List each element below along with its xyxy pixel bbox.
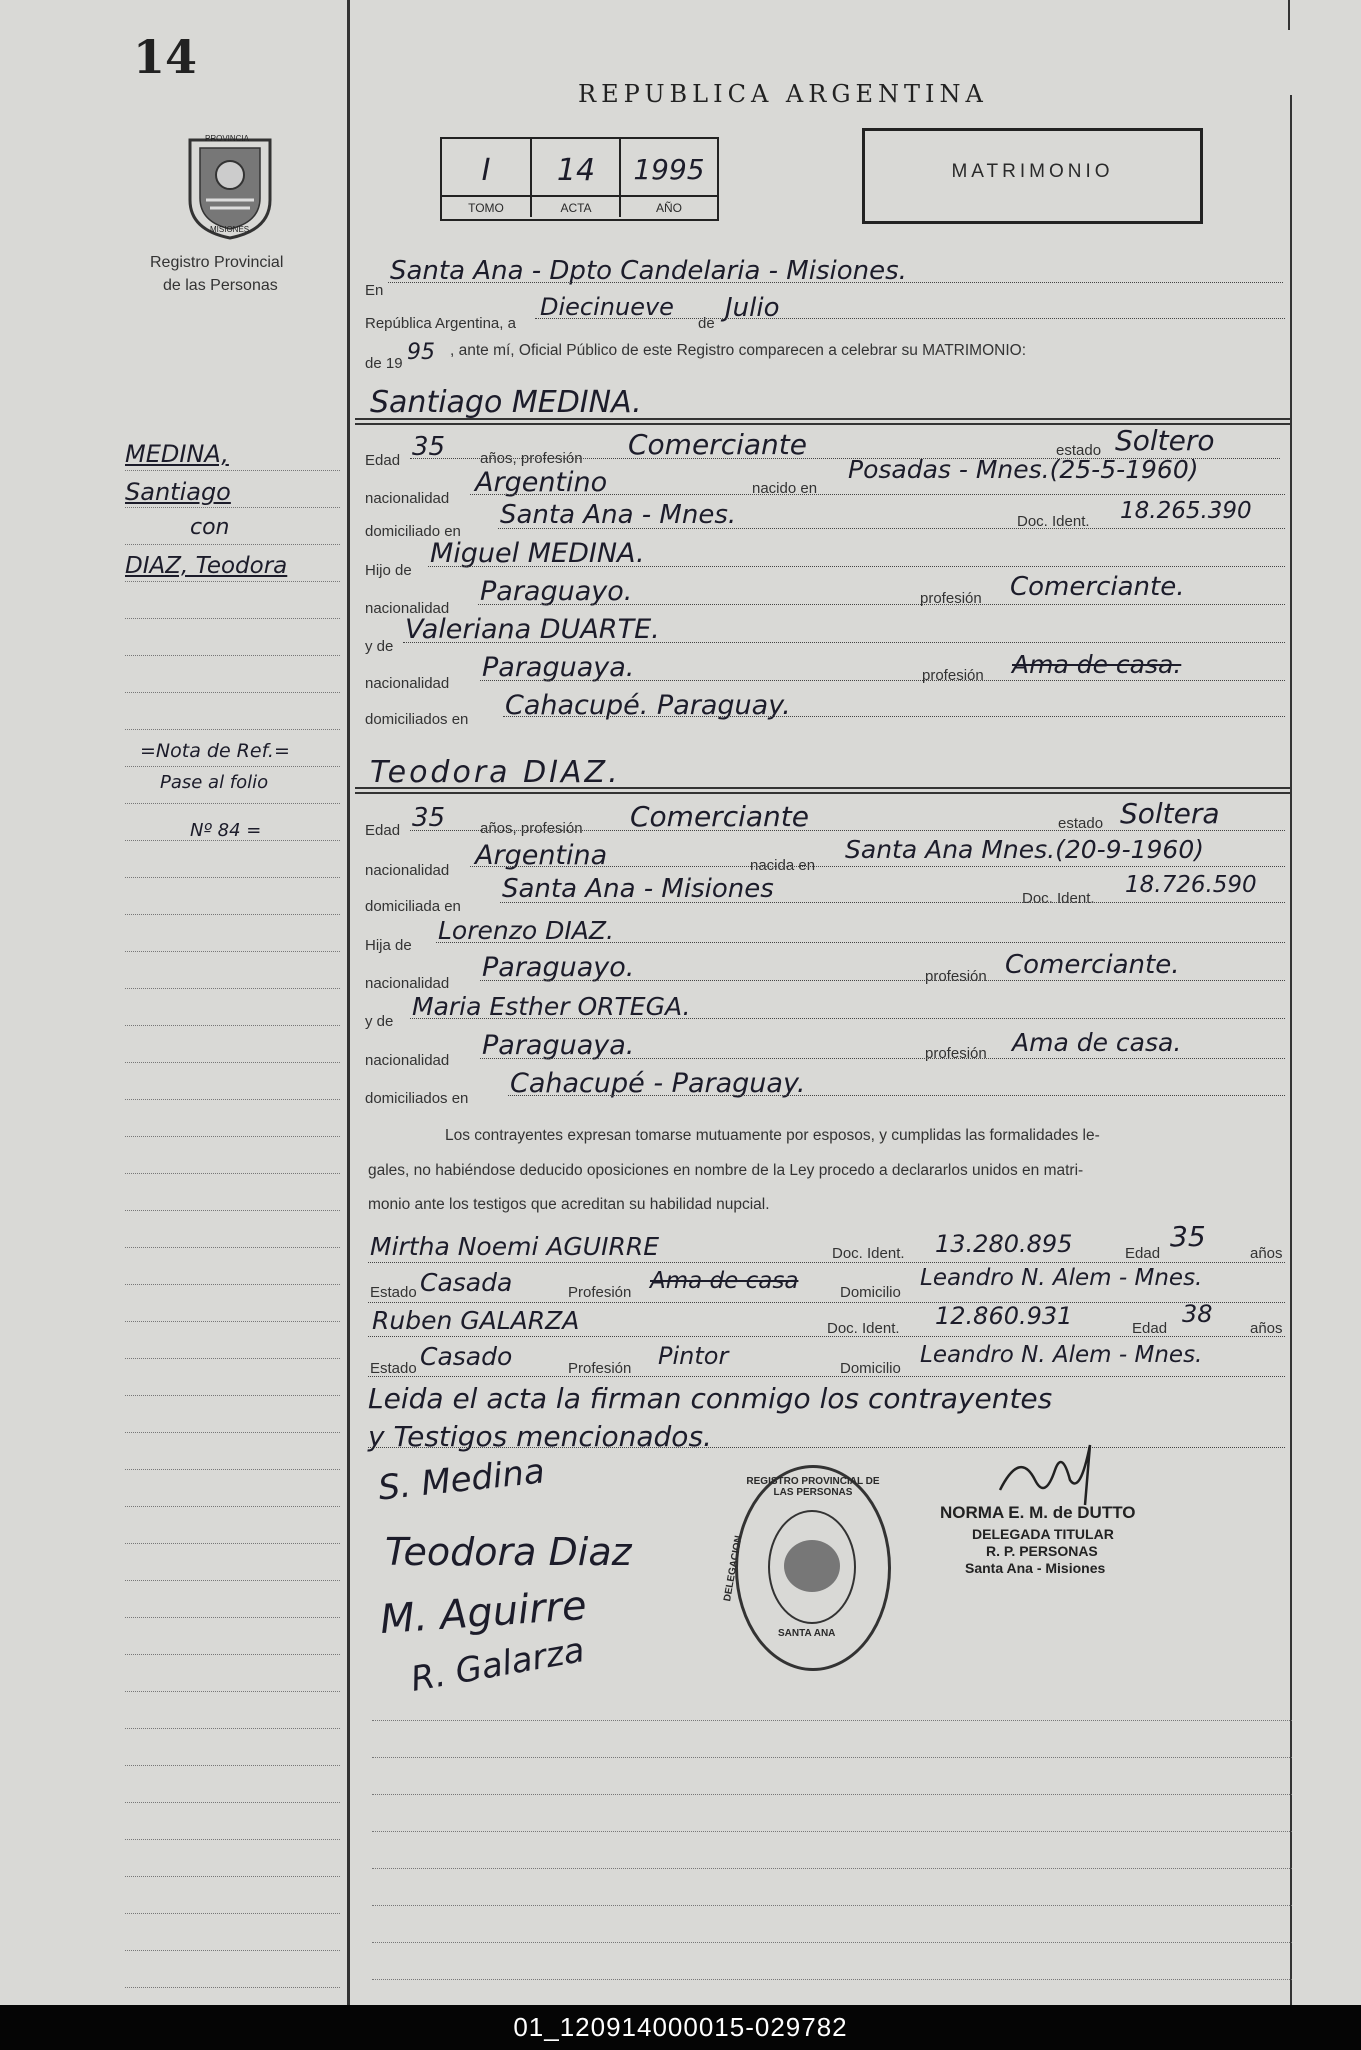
bride-estado-label: estado — [1058, 815, 1104, 832]
margin-rule-line — [125, 618, 340, 619]
bride-nacionalidad: Argentina — [475, 840, 608, 871]
margin-rule-line — [125, 1284, 340, 1285]
officer-title: DELEGADA TITULAR — [972, 1526, 1114, 1542]
margin-rule-line — [125, 1432, 340, 1433]
witness1-edad: 35 — [1170, 1220, 1206, 1253]
declaration-line-1: Los contrayentes expresan tomarse mutuamente por esposos, y cumplidas las formalidades le- — [445, 1127, 1100, 1144]
registry-round-stamp — [722, 1465, 891, 1671]
bride-name: Teodora DIAZ. — [370, 755, 621, 790]
acta-label: ACTA — [560, 201, 592, 215]
witness1-domicilio: Leandro N. Alem - Mnes. — [920, 1265, 1203, 1291]
margin-rule-line — [125, 1062, 340, 1063]
tomo-value: I — [481, 153, 491, 188]
witness2-name: Ruben GALARZA — [372, 1306, 580, 1335]
witness2-estado: Casado — [420, 1342, 513, 1371]
witness1-profesion: Ama de casa — [650, 1268, 799, 1294]
witness2-doc-label: Doc. Ident. — [827, 1320, 900, 1337]
signature-1: S. Medina — [376, 1451, 547, 1509]
ano-value: 1995 — [633, 153, 705, 186]
groom-nacionalidad-label: nacionalidad — [365, 490, 450, 507]
margin-rule-line — [125, 1395, 340, 1396]
round-stamp-side: DELEGACION — [722, 1534, 745, 1603]
de-label: de — [698, 315, 715, 332]
margin-rule-line — [125, 1247, 340, 1248]
witness1-edad-label: Edad — [1125, 1245, 1161, 1262]
right-edge-line — [1288, 0, 1290, 30]
seal-text-top: PROVINCIA — [205, 134, 250, 143]
margin-rule-line — [125, 1728, 340, 1729]
closing-line-2: y Testigos mencionados. — [368, 1420, 712, 1453]
page-rule-line — [372, 1905, 1292, 1906]
country-title: REPUBLICA ARGENTINA — [578, 80, 988, 108]
bride-anos-profesion-label: años, profesión — [480, 820, 583, 837]
groom-doc: 18.265.390 — [1120, 498, 1252, 524]
groom-doc-label: Doc. Ident. — [1017, 513, 1090, 530]
witness1-doc: 13.280.895 — [935, 1230, 1073, 1258]
groom-father-nac-label: nacionalidad — [365, 600, 450, 617]
bride-domicilio-label: domiciliada en — [365, 898, 461, 915]
margin-note-2: Pase al folio — [160, 772, 269, 793]
bride-padres-dom: Cahacupé - Paraguay. — [510, 1068, 806, 1099]
round-stamp-inner: SANTA ANA — [778, 1628, 836, 1639]
bride-doc-label: Doc. Ident. — [1022, 890, 1095, 907]
margin-rule-line — [125, 988, 340, 989]
margin-rule-line — [125, 1580, 340, 1581]
page-rule-line — [372, 1942, 1292, 1943]
tomo-acta-box — [440, 137, 719, 221]
bride-estado: Soltera — [1120, 797, 1220, 830]
signature-2: Teodora Diaz — [385, 1530, 632, 1574]
groom-estado-label: estado — [1056, 442, 1102, 459]
margin-rule-line — [125, 1839, 340, 1840]
bride-mother-nac-label: nacionalidad — [365, 1052, 450, 1069]
officer-name: NORMA E. M. de DUTTO — [940, 1503, 1136, 1522]
escudo-icon — [180, 130, 280, 240]
groom-padres-dom-label: domiciliados en — [365, 711, 469, 728]
witness1-estado: Casada — [420, 1268, 513, 1297]
witness2-estado-label: Estado — [370, 1360, 417, 1377]
margin-rule-line — [125, 840, 340, 841]
margin-rule-line — [125, 1543, 340, 1544]
acta-value: 14 — [556, 153, 596, 188]
groom-edad: 35 — [412, 432, 446, 462]
witness2-edad: 38 — [1182, 1300, 1213, 1328]
bride-father-prof-label: profesión — [925, 968, 987, 985]
witness2-anos-label: años — [1250, 1320, 1283, 1337]
bride-doc: 18.726.590 — [1125, 872, 1257, 898]
margin-rule-line — [125, 1469, 340, 1470]
bride-father: Lorenzo DIAZ. — [438, 916, 614, 945]
margin-rule-line — [125, 1321, 340, 1322]
en-label: En — [365, 282, 384, 299]
page-rule-line — [372, 1831, 1292, 1832]
bride-edad-label: Edad — [365, 822, 401, 839]
witness2-domicilio-label: Domicilio — [840, 1360, 901, 1377]
margin-rule-line — [125, 803, 340, 804]
bride-mother-nac: Paraguaya. — [482, 1030, 635, 1061]
signature-4: R. Galarza — [407, 1630, 588, 1700]
groom-edad-label: Edad — [365, 452, 401, 469]
margin-rule-line — [125, 507, 340, 508]
witness1-doc-label: Doc. Ident. — [832, 1245, 905, 1262]
groom-hijo-label: Hijo de — [365, 562, 412, 579]
margin-rule-line — [125, 1987, 340, 1988]
month-value: Julio — [725, 293, 780, 323]
margin-rule-line — [125, 1691, 340, 1692]
margin-note-1: =Nota de Ref.= — [140, 740, 290, 762]
bride-edad: 35 — [412, 803, 446, 833]
bride-father-nac: Paraguayo. — [482, 952, 635, 983]
margin-name-1: MEDINA, — [125, 440, 229, 468]
groom-mother-nac-label: nacionalidad — [365, 675, 450, 692]
margin-rule-line — [125, 877, 340, 878]
margin-rule-line — [125, 655, 340, 656]
bride-nacida-label: nacida en — [750, 857, 816, 874]
witness2-doc: 12.860.931 — [935, 1302, 1073, 1330]
ano-label: AÑO — [655, 201, 682, 215]
witness1-name: Mirtha Noemi AGUIRRE — [370, 1232, 660, 1261]
declaration-line-2: gales, no habiéndose deducido oposiciones en nombre de la Ley procedo a declararlos unidos en matri- — [368, 1162, 1084, 1179]
closing-line-1: Leida el acta la firman conmigo los contrayentes — [368, 1382, 1053, 1415]
officer-signature-icon — [990, 1440, 1110, 1510]
groom-domicilio-label: domiciliado en — [365, 523, 461, 540]
officer-place: Santa Ana - Misiones — [965, 1560, 1106, 1576]
year-prefix: de 19 — [365, 355, 403, 372]
margin-rule-line — [125, 1617, 340, 1618]
groom-domicilio: Santa Ana - Mnes. — [500, 500, 737, 530]
witness1-profesion-label: Profesión — [568, 1284, 632, 1301]
margin-rule-line — [125, 1025, 340, 1026]
witness2-profesion: Pintor — [658, 1342, 729, 1370]
folio-number: 14 — [133, 30, 198, 84]
margin-rule-line — [125, 914, 340, 915]
record-type-box — [862, 128, 1203, 224]
bride-father-nac-label: nacionalidad — [365, 975, 450, 992]
registry-name-2: de las Personas — [163, 277, 278, 294]
margin-rule-line — [125, 951, 340, 952]
bride-father-prof: Comerciante. — [1005, 950, 1180, 980]
witness2-domicilio: Leandro N. Alem - Mnes. — [920, 1342, 1203, 1368]
year-suffix: 95 — [407, 340, 435, 365]
signature-3: M. Aguirre — [378, 1582, 589, 1644]
record-type: MATRIMONIO — [951, 161, 1114, 182]
place-value: Santa Ana - Dpto Candelaria - Misiones. — [390, 256, 907, 286]
intro-statement: , ante mí, Oficial Público de este Registro comparecen a celebrar su MATRIMONIO: — [450, 342, 1027, 359]
bride-mother-prof-label: profesión — [925, 1045, 987, 1062]
registry-name-1: Registro Provincial — [150, 254, 284, 271]
groom-estado: Soltero — [1115, 424, 1215, 457]
bride-mother: Maria Esther ORTEGA. — [412, 992, 691, 1021]
margin-rule-line — [125, 729, 340, 730]
bride-profesion: Comerciante — [630, 800, 809, 833]
margin-rule-line — [125, 1173, 340, 1174]
page-rule-line — [372, 1794, 1292, 1795]
right-border — [1290, 95, 1292, 2005]
page-rule-line — [372, 1757, 1292, 1758]
groom-padres-dom: Cahacupé. Paraguay. — [505, 690, 791, 721]
margin-rule-line — [125, 470, 340, 471]
margin-rule-line — [125, 1765, 340, 1766]
bride-hija-label: Hija de — [365, 937, 412, 954]
margin-rule-line — [125, 692, 340, 693]
groom-mother-prof: Ama de casa. — [1012, 650, 1182, 679]
groom-nacido: Posadas - Mnes.(25-5-1960) — [848, 455, 1199, 484]
footer-id: 01_120914000015-029782 — [0, 2005, 1361, 2050]
groom-nacionalidad: Argentino — [475, 467, 608, 498]
margin-name-2: Santiago — [125, 478, 231, 506]
margin-rule-line — [125, 1358, 340, 1359]
margin-rule-line — [125, 544, 340, 545]
witness2-edad-label: Edad — [1132, 1320, 1168, 1337]
republica-label: República Argentina, a — [365, 315, 516, 332]
groom-father-prof-label: profesión — [920, 590, 982, 607]
bride-mother-prof: Ama de casa. — [1012, 1028, 1182, 1057]
page-rule-line — [372, 1979, 1292, 1980]
margin-rule-line — [125, 1802, 340, 1803]
groom-nacido-label: nacido en — [752, 480, 818, 497]
round-stamp-outer: REGISTRO PROVINCIAL DE LAS PERSONAS — [746, 1476, 880, 1498]
margin-rule-line — [125, 581, 340, 582]
declaration-line-3: monio ante los testigos que acreditan su habilidad nupcial. — [368, 1196, 770, 1213]
margin-rule-line — [125, 1950, 340, 1951]
groom-anos-profesion-label: años, profesión — [480, 450, 583, 467]
margin-name-3: DIAZ, Teodora — [125, 553, 288, 579]
margin-con: con — [190, 515, 230, 540]
margin-rule-line — [125, 1506, 340, 1507]
margin-note-3: Nº 84 = — [190, 820, 262, 841]
margin-rule-line — [125, 1654, 340, 1655]
margin-rule-line — [125, 1913, 340, 1914]
page-rule-line — [372, 1868, 1292, 1869]
tomo-label: TOMO — [468, 201, 504, 215]
witness1-anos-label: años — [1250, 1245, 1283, 1262]
bride-padres-dom-label: domiciliados en — [365, 1090, 469, 1107]
groom-mother-prof-label: profesión — [922, 667, 984, 684]
witness2-profesion-label: Profesión — [568, 1360, 632, 1377]
bride-y-de-label: y de — [365, 1013, 394, 1030]
groom-father-prof: Comerciante. — [1010, 572, 1185, 602]
margin-rule-line — [125, 1099, 340, 1100]
page-rule-line — [372, 1720, 1292, 1721]
groom-y-de-label: y de — [365, 638, 394, 655]
groom-profesion: Comerciante — [628, 428, 807, 461]
margin-rule-line — [125, 766, 340, 767]
witness1-domicilio-label: Domicilio — [840, 1284, 901, 1301]
day-value: Diecinueve — [540, 293, 674, 321]
officer-office: R. P. PERSONAS — [986, 1543, 1098, 1559]
margin-divider — [347, 0, 350, 2005]
groom-mother-nac: Paraguaya. — [482, 652, 635, 683]
groom-name: Santiago MEDINA. — [370, 385, 642, 420]
margin-rule-line — [125, 1876, 340, 1877]
bride-domicilio: Santa Ana - Misiones — [502, 874, 774, 904]
margin-rule-line — [125, 1210, 340, 1211]
witness1-estado-label: Estado — [370, 1284, 417, 1301]
seal-text-bottom: MISIONES — [210, 225, 250, 234]
bride-nacionalidad-label: nacionalidad — [365, 862, 450, 879]
groom-father: Miguel MEDINA. — [430, 538, 645, 569]
margin-rule-line — [125, 1136, 340, 1137]
groom-father-nac: Paraguayo. — [480, 576, 633, 607]
groom-mother: Valeriana DUARTE. — [405, 614, 660, 645]
bride-nacida: Santa Ana Mnes.(20-9-1960) — [845, 835, 1204, 864]
